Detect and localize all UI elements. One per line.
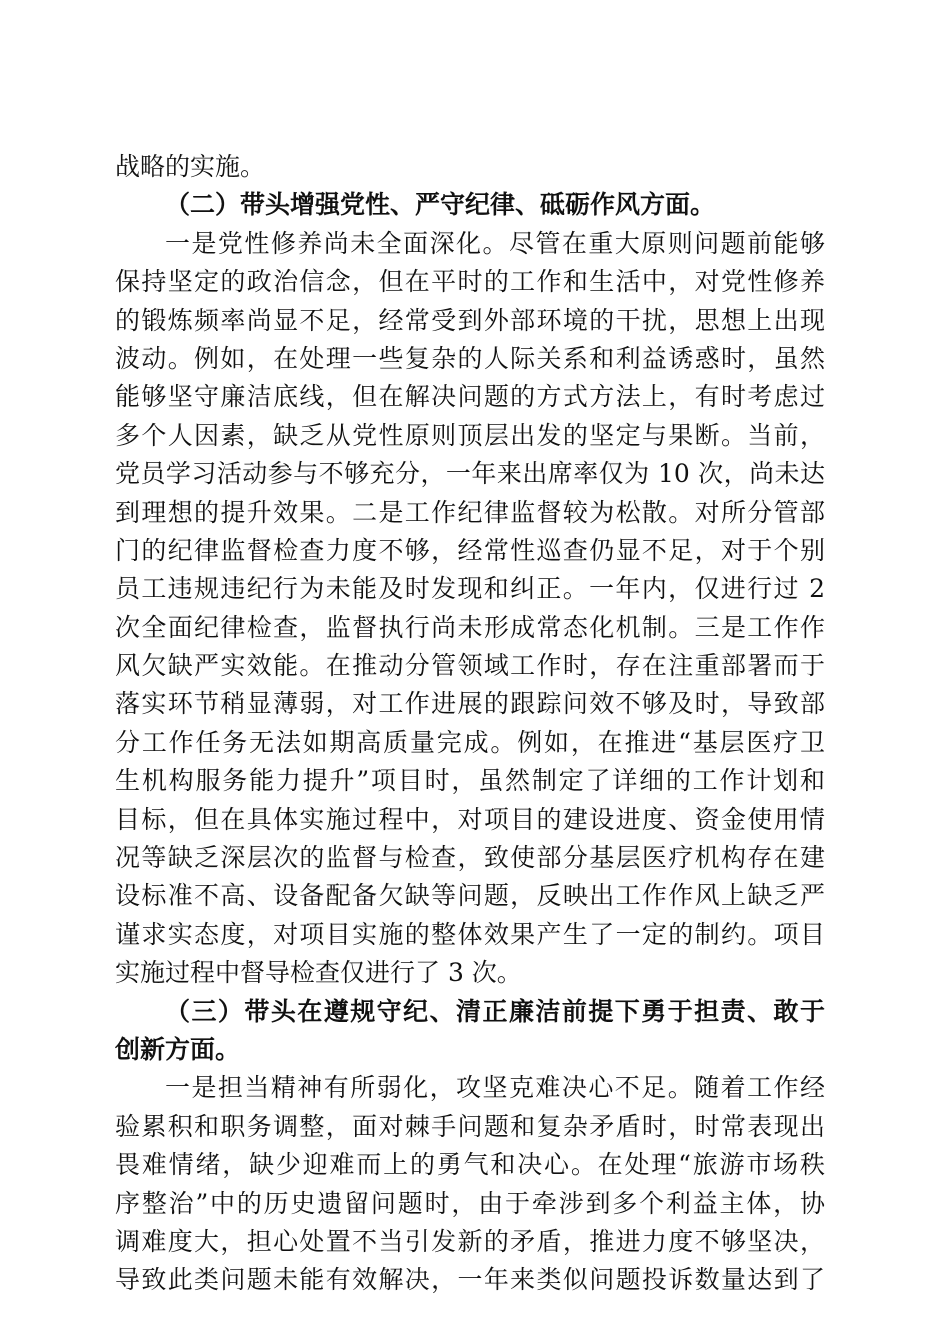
text-line: 一是担当精神有所弱化，攻坚克难决心不足。随着工作经 [165,1073,825,1103]
text-line: 次全面纪律检查，监督执行尚未形成常态化机制。三是工作作 [115,612,825,642]
text-line: 谨求实态度，对项目实施的整体效果产生了一定的制约。项目 [115,919,825,949]
text-line: 员工违规违纪行为未能及时发现和纠正。一年内，仅进行过 2 [115,574,825,604]
section-heading: （三）带头在遵规守纪、清正廉洁前提下勇于担责、敢于 [165,996,825,1026]
text-line: 波动。例如，在处理一些复杂的人际关系和利益诱惑时，虽然 [115,343,825,373]
text-line: 党员学习活动参与不够充分，一年来出席率仅为 10 次，尚未达 [115,459,825,489]
text-line: 设标准不高、设备配备欠缺等问题，反映出工作作风上缺乏严 [115,881,825,911]
document-body [115,148,825,1300]
text-line: 保持坚定的政治信念，但在平时的工作和生活中，对党性修养 [115,267,825,297]
text-line: 导致此类问题未能有效解决，一年来类似问题投诉数量达到了 [115,1265,825,1295]
text-line: 分工作任务无法如期高质量完成。例如，在推进“基层医疗卫 [115,727,825,757]
section-heading: （二）带头增强党性、严守纪律、砥砺作风方面。 [165,190,716,220]
text-line: 畏难情绪，缺少迎难而上的勇气和决心。在处理“旅游市场秩 [115,1150,825,1180]
text-line: 实施过程中督导检查仅进行了 3 次。 [115,958,522,988]
text-line: 战略的实施。 [115,152,266,181]
text-line: 门的纪律监督检查力度不够，经常性巡查仍显不足，对于个别 [115,535,825,565]
text-line: 能够坚守廉洁底线，但在解决问题的方式方法上，有时考虑过 [115,382,825,412]
text-line: 多个人因素，缺乏从党性原则顶层出发的坚定与果断。当前， [115,420,825,450]
text-line: 到理想的提升效果。二是工作纪律监督较为松散。对所分管部 [115,497,825,527]
text-line: 况等缺乏深层次的监督与检查，致使部分基层医疗机构存在建 [115,843,825,873]
text-line: 序整治”中的历史遗留问题时，由于牵涉到多个利益主体，协 [115,1188,825,1218]
section-heading-continued: 创新方面。 [115,1034,241,1064]
text-line: 生机构服务能力提升”项目时，虽然制定了详细的工作计划和 [115,766,825,796]
text-line: 调难度大，担心处置不当引发新的矛盾，推进力度不够坚决， [115,1226,825,1256]
text-line: 一是党性修养尚未全面深化。尽管在重大原则问题前能够 [165,228,825,258]
text-line: 的锻炼频率尚显不足，经常受到外部环境的干扰，思想上出现 [115,305,825,335]
text-line: 目标，但在具体实施过程中，对项目的建设进度、资金使用情 [115,804,825,834]
text-line: 验累积和职务调整，面对棘手问题和复杂矛盾时，时常表现出 [115,1111,825,1141]
text-line: 落实环节稍显薄弱，对工作进展的跟踪问效不够及时，导致部 [115,689,825,719]
text-line: 风欠缺严实效能。在推动分管领域工作时，存在注重部署而于 [115,651,825,681]
